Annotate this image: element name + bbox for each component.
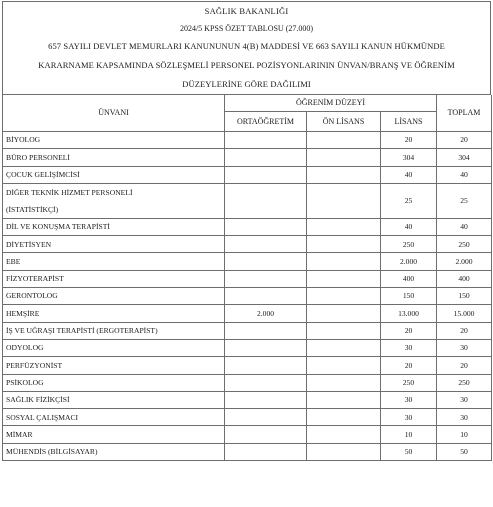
cell-ortaogretim: [225, 288, 307, 305]
table-row: [3, 218, 492, 235]
cell-toplam: 20: [437, 322, 492, 339]
cell-unvan: HEMŞİRE: [3, 305, 225, 322]
table-row: [3, 357, 492, 374]
cell-toplam: 25: [437, 183, 492, 218]
table-row: [3, 288, 492, 305]
description-line-3: DÜZEYLERİNE GÖRE DAĞILIMI: [3, 75, 491, 95]
cell-unvan: DİL VE KONUŞMA TERAPİSTİ: [3, 218, 225, 235]
column-header-unvan: ÜNVANI: [3, 95, 225, 132]
ministry-title: SAĞLIK BAKANLIĞI: [3, 2, 491, 21]
cell-ortaogretim: [225, 426, 307, 443]
distribution-table: [2, 95, 492, 461]
cell-lisans: 20: [381, 132, 437, 149]
cell-lisans: 20: [381, 357, 437, 374]
cell-onlisans: [307, 339, 381, 356]
cell-unvan-line-1: DİĞER TEKNİK HİZMET PERSONELİ: [6, 187, 133, 197]
cell-onlisans: [307, 322, 381, 339]
cell-lisans: 2.000: [381, 253, 437, 270]
cell-lisans: 25: [381, 183, 437, 218]
cell-lisans: 10: [381, 426, 437, 443]
cell-ortaogretim: [225, 149, 307, 166]
cell-ortaogretim: [225, 357, 307, 374]
column-header-ortaogretim: ORTAÖĞRETİM: [225, 112, 307, 132]
cell-onlisans: [307, 270, 381, 287]
cell-ortaogretim: [225, 253, 307, 270]
cell-lisans: 250: [381, 374, 437, 391]
cell-unvan-line-2: (İSTATİSTİKÇİ): [6, 204, 59, 214]
cell-toplam: 50: [437, 443, 492, 460]
cell-unvan: PSİKOLOG: [3, 374, 225, 391]
cell-toplam: 30: [437, 339, 492, 356]
cell-toplam: 400: [437, 270, 492, 287]
cell-lisans: 400: [381, 270, 437, 287]
table-row: [3, 305, 492, 322]
cell-onlisans: [307, 305, 381, 322]
cell-onlisans: [307, 183, 381, 218]
cell-unvan: GERONTOLOG: [3, 288, 225, 305]
cell-unvan: [3, 183, 225, 218]
cell-toplam: 250: [437, 236, 492, 253]
cell-ortaogretim: 2.000: [225, 305, 307, 322]
cell-toplam: 304: [437, 149, 492, 166]
cell-unvan: PERFÜZYONİST: [3, 357, 225, 374]
column-header-onlisans: ÖN LİSANS: [307, 112, 381, 132]
cell-lisans: 30: [381, 339, 437, 356]
cell-lisans: 40: [381, 166, 437, 183]
cell-lisans: 20: [381, 322, 437, 339]
cell-toplam: 20: [437, 357, 492, 374]
cell-unvan: MÜHENDİS (BİLGİSAYAR): [3, 443, 225, 460]
cell-toplam: 250: [437, 374, 492, 391]
cell-toplam: 2.000: [437, 253, 492, 270]
cell-toplam: 15.000: [437, 305, 492, 322]
cell-unvan: SOSYAL ÇALIŞMACI: [3, 409, 225, 426]
table-row: [3, 253, 492, 270]
cell-unvan: MİMAR: [3, 426, 225, 443]
cell-onlisans: [307, 409, 381, 426]
table-row: [3, 270, 492, 287]
cell-unvan: ÇOCUK GELİŞİMCİSİ: [3, 166, 225, 183]
cell-toplam: 40: [437, 166, 492, 183]
cell-onlisans: [307, 426, 381, 443]
cell-unvan: İŞ VE UĞRAŞI TERAPİSTİ (ERGOTERAPİST): [3, 322, 225, 339]
cell-lisans: 13.000: [381, 305, 437, 322]
cell-ortaogretim: [225, 374, 307, 391]
summary-document: [2, 1, 491, 461]
table-row: [3, 166, 492, 183]
cell-onlisans: [307, 288, 381, 305]
table-subtitle: 2024/5 KPSS ÖZET TABLOSU (27.000): [3, 20, 491, 37]
cell-ortaogretim: [225, 183, 307, 218]
cell-toplam: 10: [437, 426, 492, 443]
table-row: [3, 183, 492, 218]
cell-lisans: 250: [381, 236, 437, 253]
description-line-1: 657 SAYILI DEVLET MEMURLARI KANUNUNUN 4(B) MADDESİ VE 663 SAYILI KANUN HÜKMÜNDE: [3, 37, 491, 56]
cell-unvan: DİYETİSYEN: [3, 236, 225, 253]
cell-toplam: 20: [437, 132, 492, 149]
document-header: [2, 1, 491, 95]
table-row: [3, 339, 492, 356]
cell-ortaogretim: [225, 132, 307, 149]
cell-onlisans: [307, 357, 381, 374]
table-row: [3, 409, 492, 426]
table-row: [3, 132, 492, 149]
cell-unvan: ODYOLOG: [3, 339, 225, 356]
table-head: [3, 95, 492, 132]
table-row: [3, 391, 492, 408]
cell-unvan: SAĞLIK FİZİKÇİSİ: [3, 391, 225, 408]
cell-lisans: 40: [381, 218, 437, 235]
cell-unvan: BİYOLOG: [3, 132, 225, 149]
cell-ortaogretim: [225, 391, 307, 408]
table-body: [3, 132, 492, 461]
column-header-lisans: LİSANS: [381, 112, 437, 132]
cell-onlisans: [307, 236, 381, 253]
cell-ortaogretim: [225, 443, 307, 460]
cell-lisans: 304: [381, 149, 437, 166]
cell-ortaogretim: [225, 339, 307, 356]
column-header-ogrenim-duzeyi: ÖĞRENİM DÜZEYİ: [225, 95, 437, 112]
cell-ortaogretim: [225, 166, 307, 183]
description-line-2: KARARNAME KAPSAMINDA SÖZLEŞMELİ PERSONEL POZİSYONLARININ ÜNVAN/BRANŞ VE ÖĞRENİM: [3, 56, 491, 75]
table-row: [3, 322, 492, 339]
cell-onlisans: [307, 443, 381, 460]
cell-onlisans: [307, 391, 381, 408]
table-row: [3, 426, 492, 443]
cell-onlisans: [307, 374, 381, 391]
cell-onlisans: [307, 218, 381, 235]
cell-toplam: 30: [437, 391, 492, 408]
cell-unvan: EBE: [3, 253, 225, 270]
cell-unvan: FİZYOTERAPİST: [3, 270, 225, 287]
cell-lisans: 150: [381, 288, 437, 305]
cell-lisans: 50: [381, 443, 437, 460]
table-row: [3, 236, 492, 253]
cell-ortaogretim: [225, 270, 307, 287]
cell-toplam: 150: [437, 288, 492, 305]
cell-unvan: BÜRO PERSONELİ: [3, 149, 225, 166]
cell-onlisans: [307, 132, 381, 149]
cell-onlisans: [307, 166, 381, 183]
cell-ortaogretim: [225, 409, 307, 426]
table-row: [3, 443, 492, 460]
cell-ortaogretim: [225, 218, 307, 235]
column-header-toplam: TOPLAM: [437, 95, 492, 132]
cell-lisans: 30: [381, 391, 437, 408]
cell-ortaogretim: [225, 236, 307, 253]
cell-toplam: 30: [437, 409, 492, 426]
table-row: [3, 149, 492, 166]
cell-toplam: 40: [437, 218, 492, 235]
cell-ortaogretim: [225, 322, 307, 339]
cell-onlisans: [307, 149, 381, 166]
cell-onlisans: [307, 253, 381, 270]
table-row: [3, 374, 492, 391]
cell-lisans: 30: [381, 409, 437, 426]
